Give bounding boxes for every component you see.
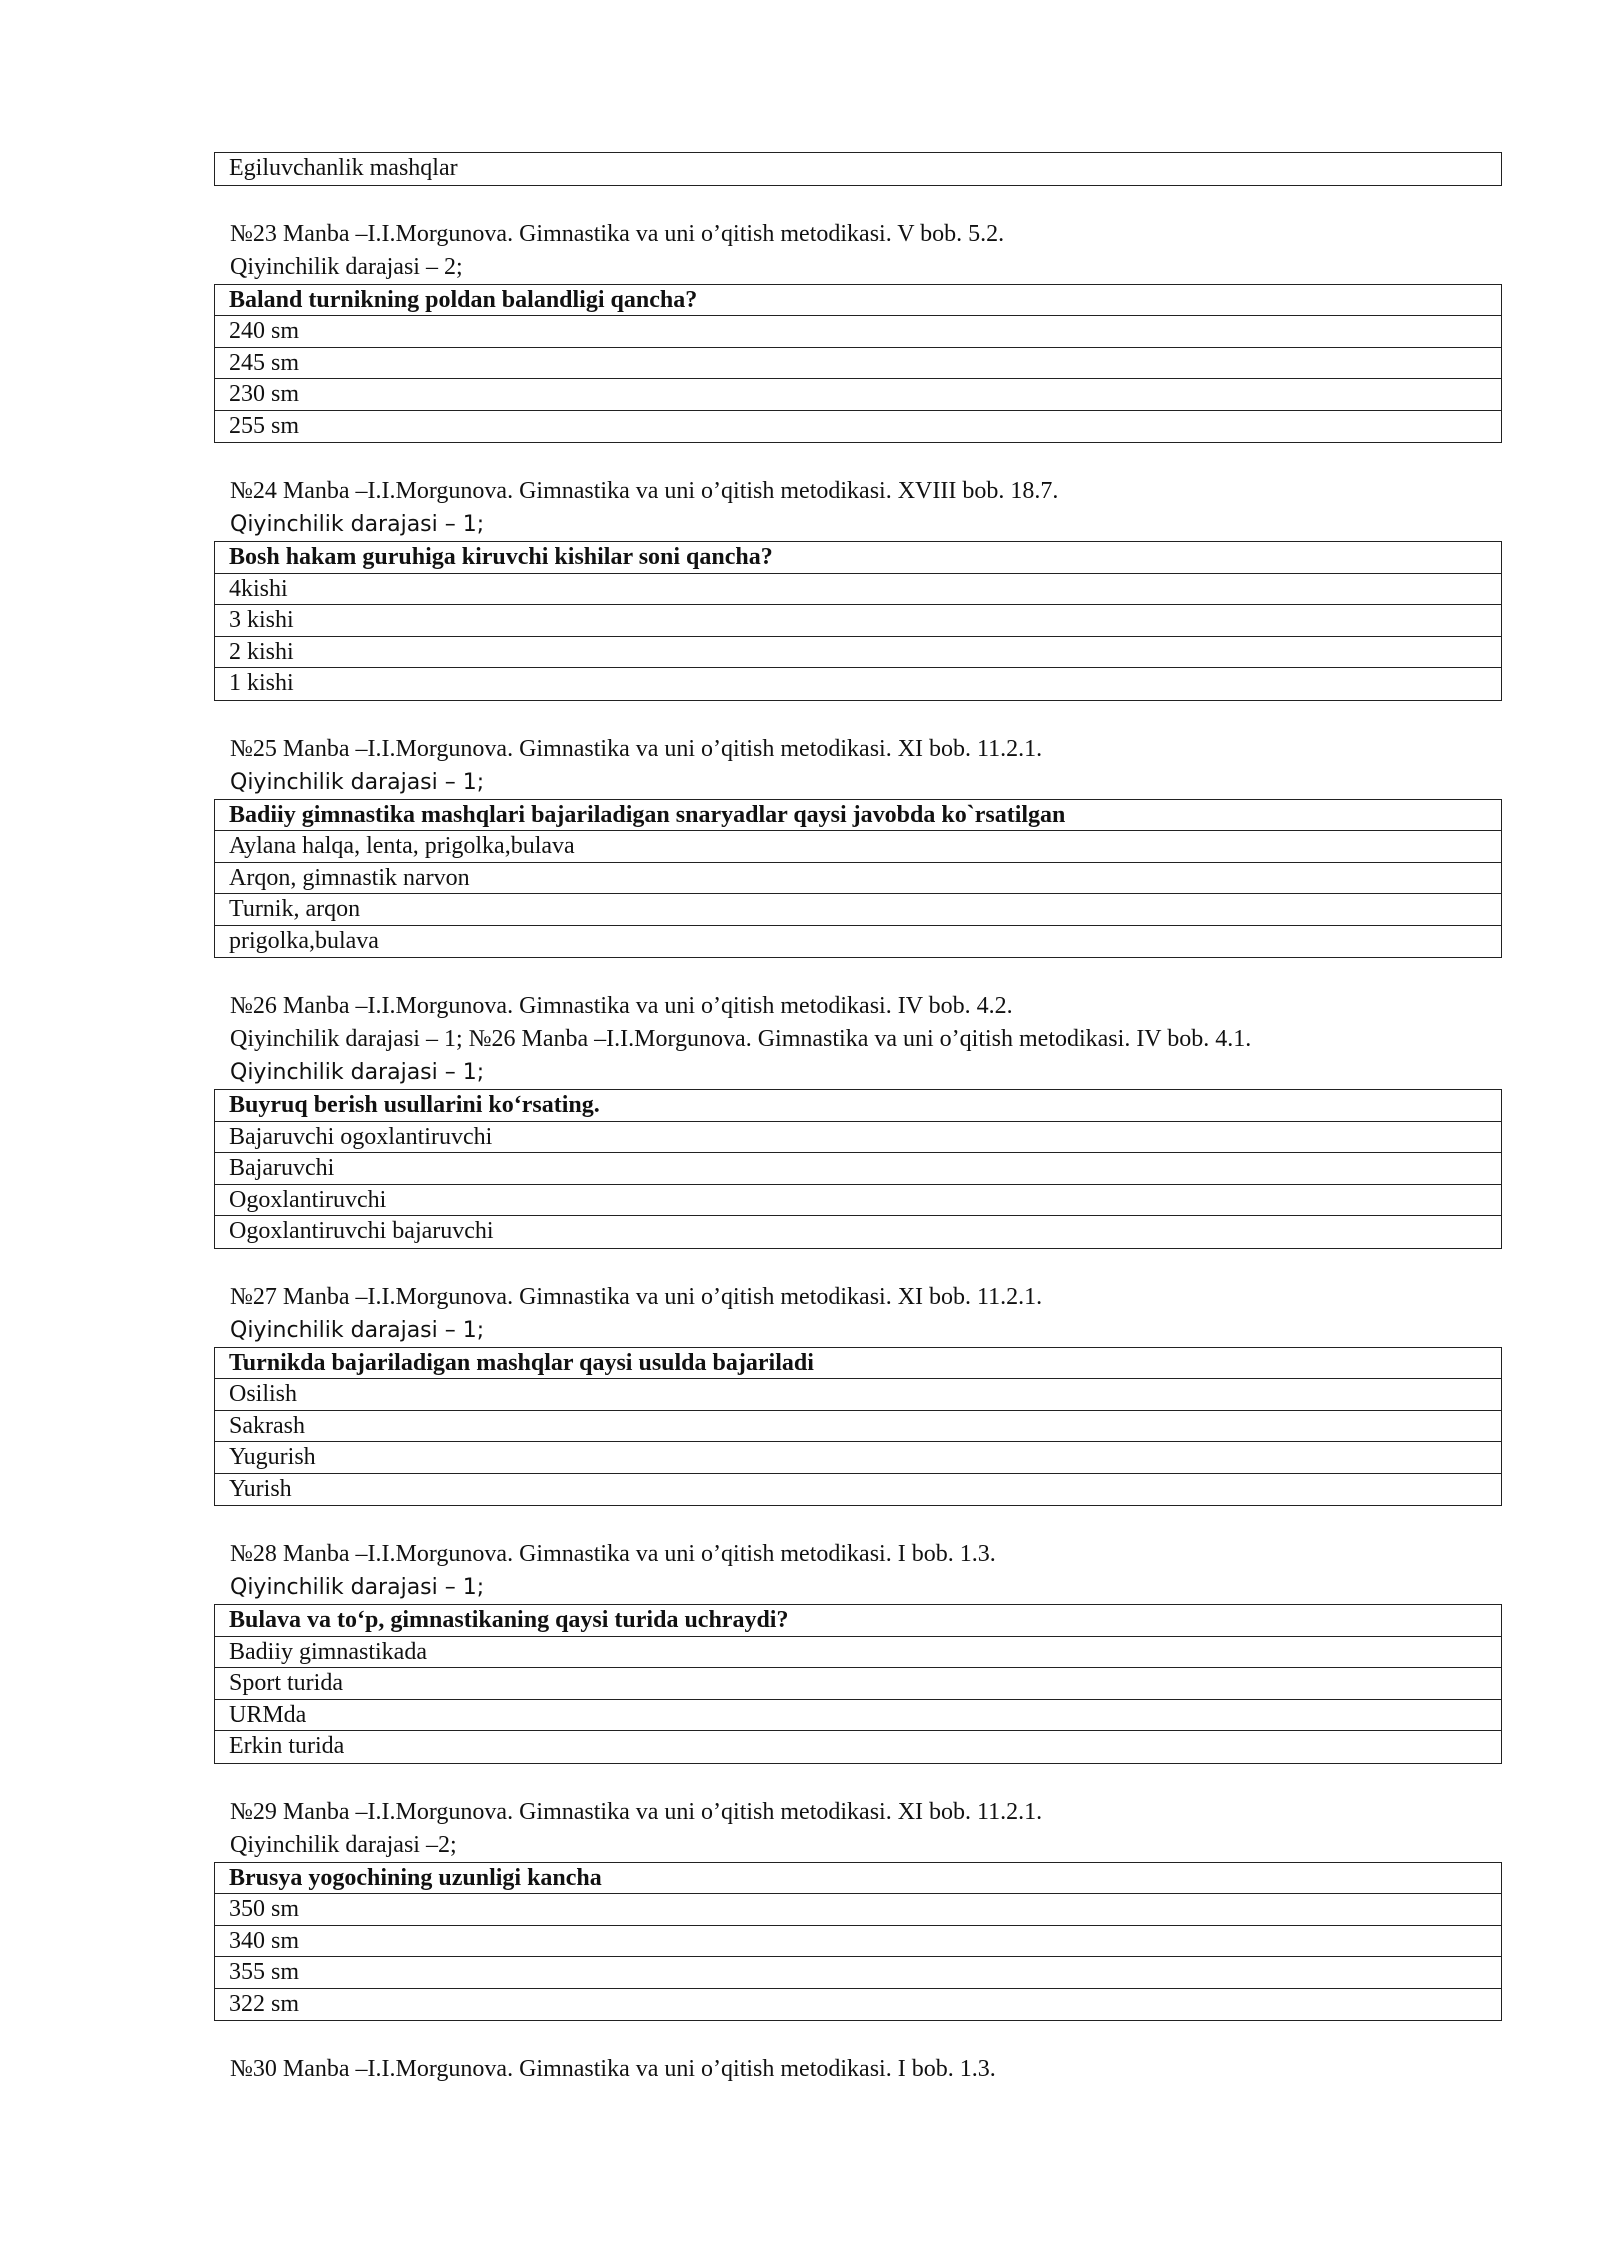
answer-option: URMda: [215, 1700, 1501, 1732]
question-table: [214, 1089, 1502, 1249]
question-text: Turnikda bajariladigan mashqlar qaysi usulda bajariladi: [215, 1348, 1501, 1380]
question-table: [214, 1604, 1502, 1764]
answer-option: Yugurish: [215, 1442, 1501, 1474]
question-table: [214, 1862, 1502, 2022]
question-block: [214, 1538, 1502, 1764]
answer-option: Sakrash: [215, 1411, 1501, 1443]
document-page: [214, 152, 1502, 2086]
question-table: [214, 284, 1502, 444]
answer-option: 355 sm: [215, 1957, 1501, 1989]
source-line: №23 Manba –I.I.Morgunova. Gimnastika va uni o’qitish metodikasi. V bob. 5.2.: [230, 220, 1005, 247]
answer-option: 230 sm: [215, 379, 1501, 411]
answer-option: 4kishi: [215, 574, 1501, 606]
source-line: №28 Manba –I.I.Morgunova. Gimnastika va uni o’qitish metodikasi. I bob. 1.3.: [230, 1541, 996, 1567]
question-text: Bulava va to‘p, gimnastikaning qaysi turida uchraydi?: [215, 1605, 1501, 1637]
source-line: №26 Manba –I.I.Morgunova. Gimnastika va uni o’qitish metodikasi. IV bob. 4.2.: [230, 993, 1013, 1019]
source-line: №27 Manba –I.I.Morgunova. Gimnastika va uni o’qitish metodikasi. XI bob. 11.2.1.: [230, 1283, 1043, 1310]
question-block: [214, 733, 1502, 959]
question-block: [214, 218, 1502, 444]
answer-option: Bajaruvchi ogoxlantiruvchi: [215, 1122, 1501, 1154]
question-table: [214, 1347, 1502, 1507]
answer-option: 350 sm: [215, 1894, 1501, 1926]
difficulty-line: Qiyinchilik darajasi – 1;: [230, 1060, 485, 1085]
question-text: Buyruq berish usullarini ko‘rsating.: [215, 1090, 1501, 1122]
answer-option: Sport turida: [215, 1668, 1501, 1700]
difficulty-line: Qiyinchilik darajasi –2;: [230, 1831, 457, 1858]
question-block: [214, 990, 1502, 1249]
header-box-text: Egiluvchanlik mashqlar: [229, 155, 458, 181]
answer-option: Bajaruvchi: [215, 1153, 1501, 1185]
question-block: [214, 1281, 1502, 1507]
answer-option: Ogoxlantiruvchi bajaruvchi: [229, 1218, 494, 1244]
source-line: №29 Manba –I.I.Morgunova. Gimnastika va uni o’qitish metodikasi. XI bob. 11.2.1.: [230, 1798, 1043, 1825]
answer-option: 245 sm: [215, 348, 1501, 380]
answer-option: Aylana halqa, lenta, prigolka,bulava: [215, 831, 1501, 863]
answer-option: 340 sm: [215, 1926, 1501, 1958]
difficulty-line: Qiyinchilik darajasi – 1;: [230, 769, 485, 795]
answer-option: prigolka,bulava: [229, 927, 379, 954]
answer-option: Turnik, arqon: [215, 894, 1501, 926]
answer-option: Ogoxlantiruvchi: [215, 1185, 1501, 1217]
answer-option: Yurish: [229, 1475, 292, 1502]
difficulty-line: Qiyinchilik darajasi – 1; №26 Manba –I.I.Morgunova. Gimnastika va uni o’qitish metodikasi. IV bob. 4.1.: [230, 1026, 1252, 1052]
answer-option: Erkin turida: [229, 1733, 345, 1759]
source-line: №24 Manba –I.I.Morgunova. Gimnastika va uni o’qitish metodikasi. XVIII bob. 18.7.: [230, 478, 1059, 504]
answer-option: 1 kishi: [229, 670, 294, 696]
trailing-source-line: №30 Manba –I.I.Morgunova. Gimnastika va uni o’qitish metodikasi. I bob. 1.3.: [230, 2056, 996, 2082]
difficulty-line: Qiyinchilik darajasi – 1;: [230, 1317, 485, 1343]
answer-option: Arqon, gimnastik narvon: [215, 863, 1501, 895]
answer-option: Badiiy gimnastikada: [215, 1637, 1501, 1669]
answer-option: 3 kishi: [215, 605, 1501, 637]
question-list: [214, 218, 1502, 2022]
answer-option: 240 sm: [215, 316, 1501, 348]
question-block: [214, 475, 1502, 701]
question-text: Brusya yogochining uzunligi kancha: [215, 1863, 1501, 1895]
difficulty-line: Qiyinchilik darajasi – 1;: [230, 1575, 485, 1600]
answer-option: 2 kishi: [215, 637, 1501, 669]
question-block: [214, 1796, 1502, 2022]
answer-option: Osilish: [215, 1379, 1501, 1411]
question-text: Badiiy gimnastika mashqlari bajariladigan snaryadlar qaysi javobda ko`rsatilgan: [215, 800, 1501, 832]
question-text: Baland turnikning poldan balandligi qancha?: [215, 285, 1501, 317]
question-table: [214, 799, 1502, 959]
answer-option: 322 sm: [229, 1990, 300, 2017]
answer-option: 255 sm: [229, 412, 300, 439]
difficulty-line: Qiyinchilik darajasi – 1;: [230, 512, 485, 537]
question-text: Bosh hakam guruhiga kiruvchi kishilar soni qancha?: [215, 542, 1501, 574]
question-table: [214, 541, 1502, 701]
header-box: [214, 152, 1502, 186]
source-line: №25 Manba –I.I.Morgunova. Gimnastika va uni o’qitish metodikasi. XI bob. 11.2.1.: [230, 735, 1043, 762]
difficulty-line: Qiyinchilik darajasi – 2;: [230, 253, 463, 280]
